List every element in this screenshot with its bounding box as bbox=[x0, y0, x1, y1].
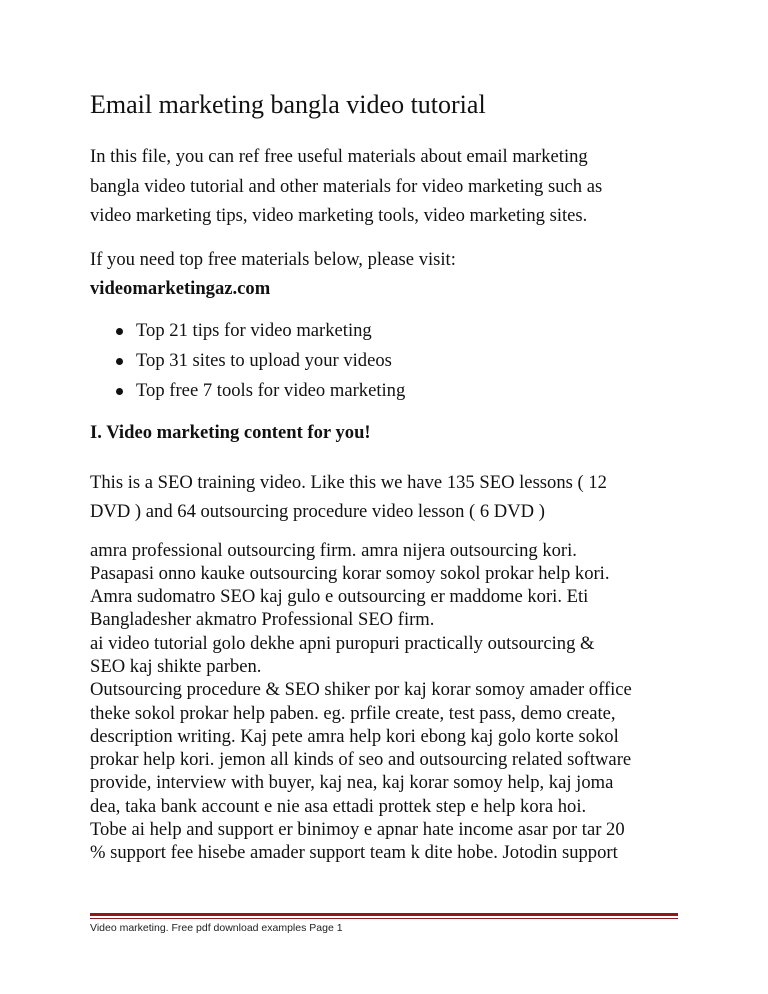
intro-line: video marketing tips, video marketing tools, video marketing sites. bbox=[90, 205, 588, 226]
bullet-icon bbox=[116, 358, 123, 365]
list-item-text: Top 21 tips for video marketing bbox=[136, 319, 372, 341]
body-line: ai video tutorial golo dekhe apni puropuri practically outsourcing & bbox=[90, 632, 595, 654]
bullet-icon bbox=[116, 328, 123, 335]
body-line: Amra sudomatro SEO kaj gulo e outsourcing er maddome kori. Eti bbox=[90, 586, 589, 608]
body-paragraph bbox=[90, 539, 690, 865]
body-line: provide, interview with buyer, kaj nea, kaj korar somoy help, kaj joma bbox=[90, 772, 614, 794]
body-line: prokar help kori. jemon all kinds of seo and outsourcing related software bbox=[90, 749, 632, 771]
bullet-icon bbox=[116, 388, 123, 395]
body-line: % support fee hisebe amader support team k dite hobe. Jotodin support bbox=[90, 842, 618, 864]
page-footer: Video marketing. Free pdf download examples Page 1 bbox=[90, 922, 343, 934]
seo-paragraph bbox=[90, 468, 690, 527]
section-heading: I. Video marketing content for you! bbox=[90, 421, 371, 443]
body-line: Pasapasi onno kauke outsourcing korar somoy sokol prokar help kori. bbox=[90, 562, 610, 584]
body-line: amra professional outsourcing firm. amra nijera outsourcing kori. bbox=[90, 539, 577, 561]
page-title: Email marketing bangla video tutorial bbox=[90, 90, 486, 119]
visit-paragraph bbox=[90, 245, 690, 304]
seo-line: DVD ) and 64 outsourcing procedure video lesson ( 6 DVD ) bbox=[90, 501, 545, 522]
seo-line: This is a SEO training video. Like this we have 135 SEO lessons ( 12 bbox=[90, 471, 607, 493]
body-line: SEO kaj shikte parben. bbox=[90, 655, 262, 677]
list-item-text: Top free 7 tools for video marketing bbox=[136, 379, 406, 401]
list-item bbox=[116, 346, 690, 376]
visit-text: If you need top free materials below, please visit: bbox=[90, 248, 456, 270]
list-item bbox=[116, 376, 690, 406]
body-line: Outsourcing procedure & SEO shiker por kaj korar somoy amader office bbox=[90, 679, 632, 701]
footer-divider bbox=[90, 913, 678, 916]
intro-paragraph bbox=[90, 142, 690, 231]
list-item bbox=[116, 316, 690, 346]
body-line: Bangladesher akmatro Professional SEO firm. bbox=[90, 609, 435, 631]
intro-line: In this file, you can ref free useful materials about email marketing bbox=[90, 146, 588, 167]
body-line: Tobe ai help and support er binimoy e apnar hate income asar por tar 20 bbox=[90, 819, 625, 841]
resource-list bbox=[90, 316, 690, 406]
body-line: description writing. Kaj pete amra help kori ebong kaj golo korte sokol bbox=[90, 725, 619, 747]
page-content bbox=[90, 88, 690, 865]
body-line: dea, taka bank account e nie asa ettadi prottek step e help kora hoi. bbox=[90, 795, 587, 817]
body-line: theke sokol prokar help paben. eg. prfile create, test pass, demo create, bbox=[90, 702, 616, 724]
footer-divider-thin bbox=[90, 918, 678, 919]
visit-link[interactable]: videomarketingaz.com bbox=[90, 278, 271, 299]
intro-line: bangla video tutorial and other materials for video marketing such as bbox=[90, 175, 603, 197]
list-item-text: Top 31 sites to upload your videos bbox=[136, 349, 392, 371]
